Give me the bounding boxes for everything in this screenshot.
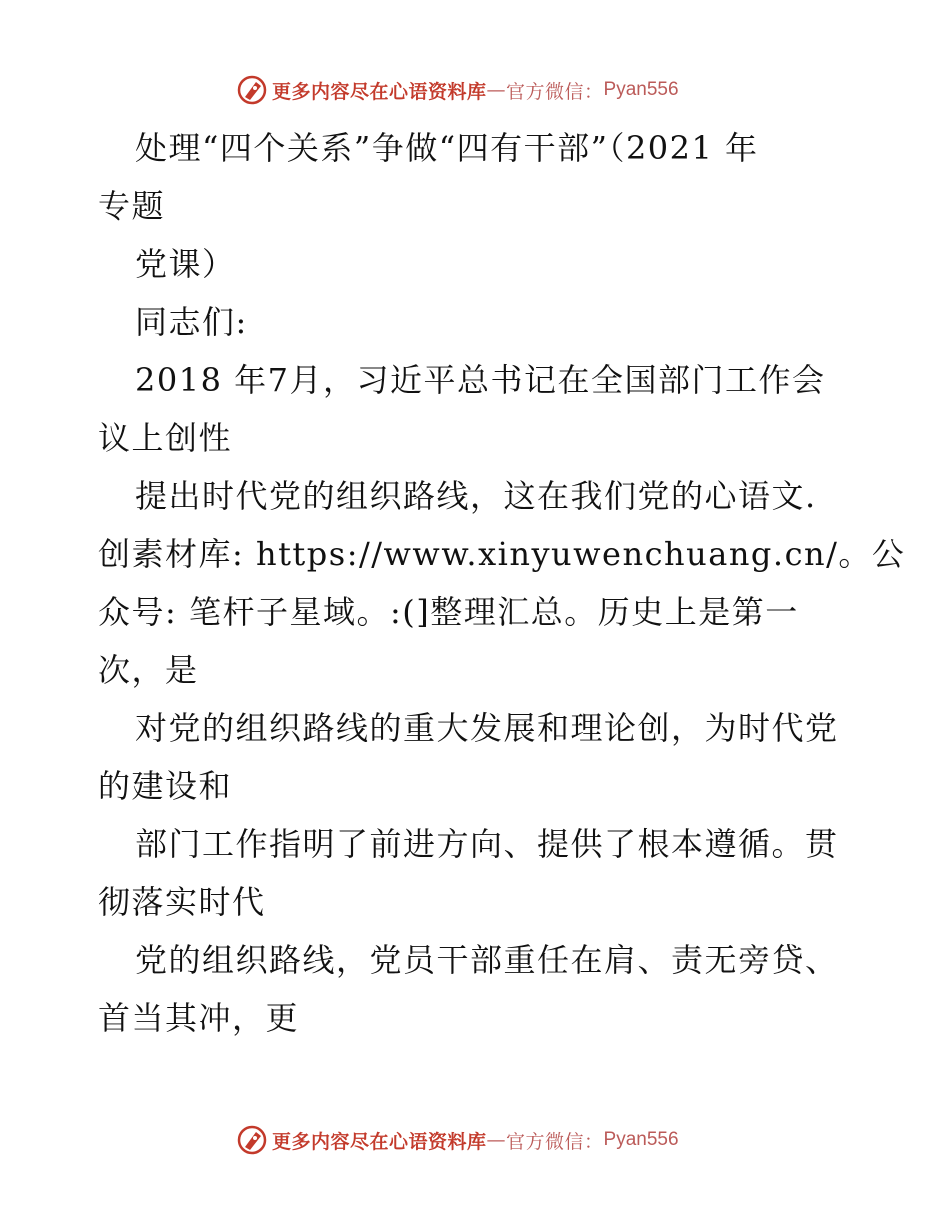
- pen-nib-logo-icon: [236, 1124, 268, 1156]
- header-watermark: [236, 72, 679, 108]
- doc-line-15: 党的组织路线，党员干部重任在肩、责无旁贷、: [135, 941, 839, 979]
- doc-line-11: 对党的组织路线的重大发展和理论创，为时代党: [135, 709, 839, 747]
- watermark-text: 更多内容尽在心语资料库: [272, 1130, 487, 1153]
- doc-line-5: 2018 年7月，习近平总书记在全国部门工作会: [135, 361, 826, 399]
- doc-line-9: 众号: 笔杆子星域。:(]整理汇总。历史上是第一: [98, 593, 799, 631]
- doc-line-8: 创素材库: https://www.xinyuwenchuang.cn/。公: [98, 535, 906, 573]
- pen-nib-logo-icon: [236, 74, 268, 106]
- watermark-contact-id: Pyan556: [603, 79, 679, 100]
- doc-line-3: 党课）: [135, 245, 236, 283]
- doc-line-14: 彻落实时代: [98, 883, 266, 921]
- doc-line-1: 处理“四个关系”争做“四有干部”（2021 年: [135, 129, 759, 167]
- watermark-separator: —: [486, 1129, 507, 1151]
- doc-line-6: 议上创性: [98, 419, 233, 457]
- doc-line-4: 同志们:: [135, 303, 248, 341]
- watermark-contact-label: 官方微信：: [506, 1130, 604, 1153]
- watermark-contact-label: 官方微信：: [506, 80, 604, 103]
- doc-line-7: 提出时代党的组织路线，这在我们党的心语文.: [135, 477, 817, 515]
- footer-watermark: [236, 1122, 679, 1158]
- watermark-text: 更多内容尽在心语资料库: [272, 80, 487, 103]
- doc-line-2: 专题: [98, 187, 166, 225]
- watermark-separator: —: [486, 79, 507, 101]
- doc-line-16: 首当其冲，更: [98, 999, 300, 1037]
- doc-line-10: 次，是: [98, 651, 199, 689]
- watermark-contact-id: Pyan556: [603, 1129, 679, 1150]
- doc-line-13: 部门工作指明了前进方向、提供了根本遵循。贯: [135, 825, 839, 863]
- doc-line-12: 的建设和: [98, 767, 233, 805]
